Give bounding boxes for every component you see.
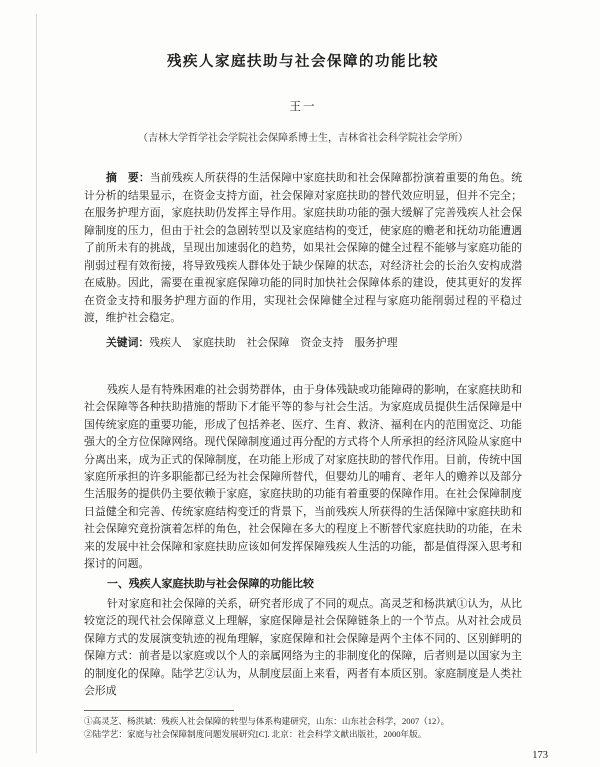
keywords-text: 残疾人 家庭扶助 社会保障 资金支持 服务护理	[149, 336, 398, 349]
footnote-separator	[84, 710, 234, 711]
page-content	[84, 50, 522, 700]
author-name: 王一	[289, 101, 317, 113]
keywords-line	[84, 335, 522, 353]
abstract-paragraph	[84, 170, 522, 328]
body-paragraph-2: 针对家庭和社会保障的关系，研究者形成了不同的观点。高灵芝和杨洪斌①认为，从比较宽泛的现代社会保障意义上理解，家庭保障是社会保障链条上的一个节点。从对社会成员保障方式的发展演变轨迹的视角理解，家庭保障和社会保障是两个主体不同的、区别鲜明的保障方式：前者是以家庭或以个人的亲属网络为主的非制度化的保障，后者则是以国家为主的制度化的保障。陆学艺②认为，从制度层面上来看，两者有本质区别。家庭制度是人类社会形成	[84, 597, 522, 697]
paper-title: 残疾人家庭扶助与社会保障的功能比较	[167, 54, 439, 70]
keywords-label: 关键词：	[106, 336, 150, 349]
abstract-label: 摘 要：	[106, 172, 150, 184]
section-heading-1: 一、残疾人家庭扶助与社会保障的功能比较	[107, 578, 314, 591]
author-affiliation: （吉林大学哲学社会学院社会保障系博士生，吉林省社会科学院社会学所）	[138, 133, 468, 144]
footnote-area	[84, 710, 522, 741]
abstract-text: 当前残疾人所获得的生活保障中家庭扶助和社会保障都扮演着重要的角色。统计分析的结果显示，在资金支持方面，社会保障对家庭扶助的替代效应明显，但并不完全；在服务护理方面，家庭扶助仍发挥主导作用。家庭扶助功能的强大缓解了完善残疾人社会保障制度的压力，但由于社会的急剧转型以及家庭结构的变迁，使家庭的赡老和抚幼功能遭遇了前所未有的挑战，呈现出加速弱化的趋势，如果社会保障的健全过程不能够与家庭功能的削弱过程有效衔接，将导致残疾人群体处于缺少保障的状态，对经济社会的长治久安构成潜在威胁。因此，需要在重视家庭保障功能的同时加快社会保障体系的建设，使其更好的发挥在资金支持和服务护理方面的作用，实现社会保障健全过程与家庭功能削弱过程的平稳过渡，维护社会稳定。	[84, 172, 523, 324]
scan-edge-line	[36, 14, 37, 753]
footnote-2: ②陆学艺：家庭与社会保障制度问题发展研究[C]. 北京：社会科学文献出版社，2000年版。	[84, 729, 427, 739]
footnote-1: ①高灵芝、杨洪斌：残疾人社会保障的转型与体系构建研究，山东：山东社会科学，2007（12）。	[84, 716, 450, 726]
body-paragraph-1: 残疾人是有特殊困难的社会弱势群体，由于身体残缺或功能障碍的影响，在家庭扶助和社会保障等各种扶助措施的帮助下才能平等的参与社会生活。为家庭成员提供生活保障是中国传统家庭的重要功能，形成了包括养老、医疗、生育、救济、福利在内的范围宽泛、功能强大的全方位保障网络。现代保障制度通过再分配的方式将个人所承担的经济风险从家庭中分离出来，成为正式的保障制度，在功能上形成了对家庭扶助的替代作用。目前，传统中国家庭所承担的许多职能都已经为社会保障所替代，但婴幼儿的哺育、老年人的赡养以及部分生活服务的提供仍主要依赖于家庭，家庭扶助的功能有着重要的保障作用。在社会保障制度日益健全和完善、传统家庭结构变迁的背景下，当前残疾人所获得的生活保障中家庭扶助和社会保障究竟扮演着怎样的角色，社会保障在多大的程度上不断替代家庭扶助的功能，在未来的发展中社会保障和家庭扶助应该如何发挥保障残疾人生活的功能，都是值得深入思考和探讨的问题。	[84, 384, 522, 571]
page-number: 173	[532, 750, 548, 761]
